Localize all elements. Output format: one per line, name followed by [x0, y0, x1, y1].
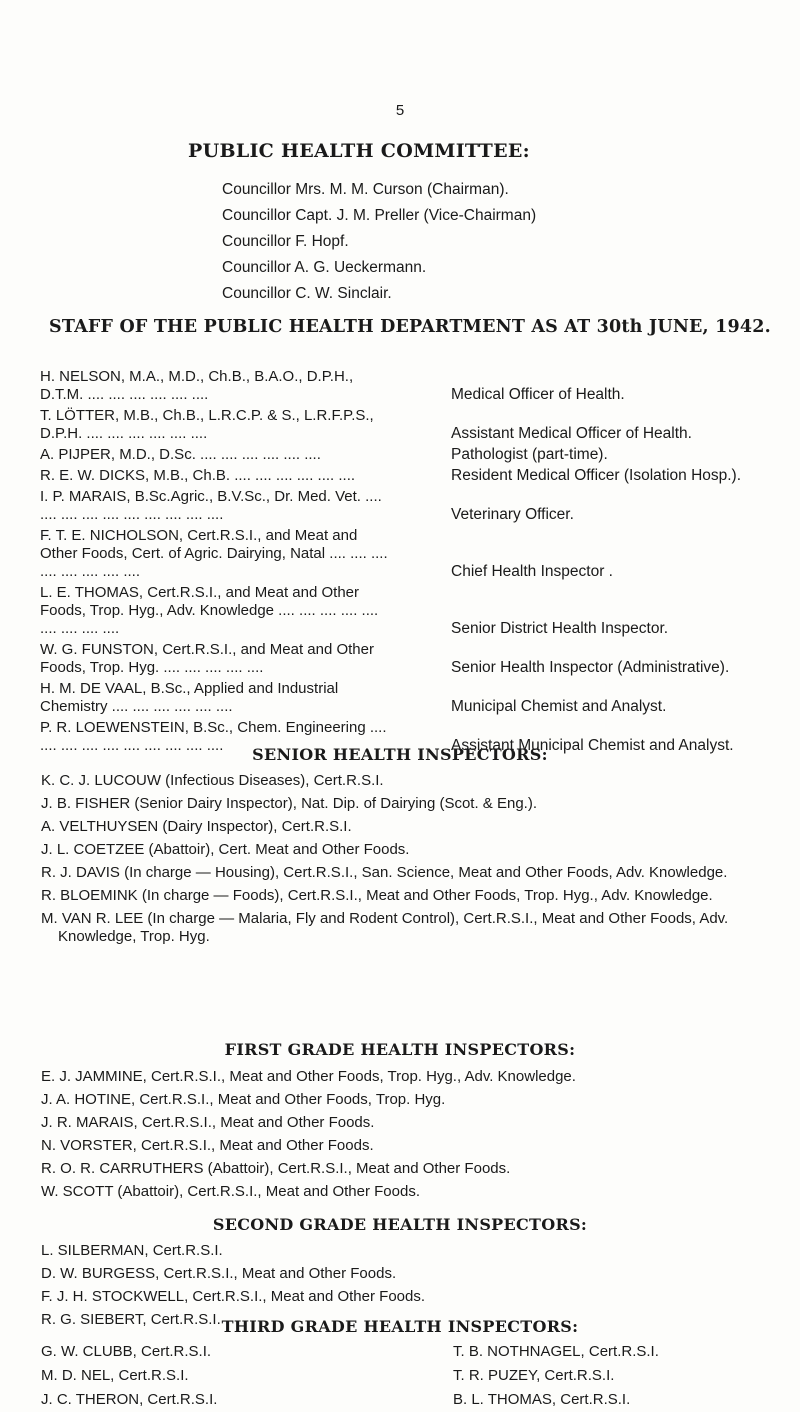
- list-item: R. O. R. CARRUTHERS (Abattoir), Cert.R.S.I., Meat and Other Foods.: [41, 1160, 511, 1177]
- staff-entry: [40, 641, 780, 677]
- staff-role: Pathologist (part-time).: [451, 446, 608, 463]
- first-grade-list: [41, 1068, 756, 1206]
- list-item: N. VORSTER, Cert.R.S.I., Meat and Other Foods.: [41, 1137, 374, 1154]
- list-item: R. J. DAVIS (In charge — Housing), Cert.R.S.I., San. Science, Meat and Other Foods, Adv. Knowledge.: [41, 864, 728, 881]
- committee-member: Councillor Capt. J. M. Preller (Vice-Chairman): [222, 207, 537, 224]
- staff-entry: [40, 446, 780, 464]
- staff-role: Assistant Municipal Chemist and Analyst.: [451, 737, 734, 754]
- staff-name: H. M. DE VAAL, B.Sc., Applied and Industrial Chemistry .... .... .... .... .... ....: [40, 680, 339, 715]
- list-item: K. C. J. LUCOUW (Infectious Diseases), Cert.R.S.I.: [41, 772, 384, 789]
- staff-role: Senior District Health Inspector.: [451, 620, 669, 637]
- staff-name: W. G. FUNSTON, Cert.R.S.I., and Meat and Other Foods, Trop. Hyg. .... .... .... .... ....: [40, 641, 374, 676]
- staff-entry: [40, 527, 780, 581]
- list-item: A. VELTHUYSEN (Dairy Inspector), Cert.R.S.I.: [41, 818, 352, 835]
- list-item: J. B. FISHER (Senior Dairy Inspector), Nat. Dip. of Dairying (Scot. & Eng.).: [41, 795, 537, 812]
- staff-name: T. LÖTTER, M.B., Ch.B., L.R.C.P. & S., L.R.F.P.S., D.P.H. .... .... .... .... .... ....: [40, 407, 374, 442]
- senior-inspectors-heading: SENIOR HEALTH INSPECTORS:: [252, 745, 548, 764]
- list-item: T. B. NOTHNAGEL, Cert.R.S.I.: [453, 1343, 659, 1360]
- staff-name: I. P. MARAIS, B.Sc.Agric., B.V.Sc., Dr. Med. Vet. .... .... .... .... .... .... .... .... .... ....: [40, 488, 382, 523]
- staff-entry: [40, 368, 780, 404]
- staff-entry: [40, 584, 780, 638]
- staff-role: Senior Health Inspector (Administrative).: [451, 659, 730, 676]
- staff-entry: [40, 407, 780, 443]
- third-grade-heading: THIRD GRADE HEALTH INSPECTORS:: [221, 1317, 579, 1336]
- staff-name: F. T. E. NICHOLSON, Cert.R.S.I., and Meat and Other Foods, Cert. of Agric. Dairying, Natal .... .... .... .... .... .... .... ....: [40, 527, 388, 580]
- staff-entry: [40, 488, 780, 524]
- senior-inspectors-list: [41, 772, 756, 951]
- page-number: 5: [395, 102, 405, 119]
- list-item: R. BLOEMINK (In charge — Foods), Cert.R.S.I., Meat and Other Foods, Trop. Hyg., Adv. Knowledge.: [41, 887, 713, 904]
- list-item: R. G. SIEBERT, Cert.R.S.I.: [41, 1311, 221, 1328]
- staff-role: Veterinary Officer.: [451, 506, 574, 523]
- staff-entry: [40, 467, 780, 485]
- committee-member: Councillor C. W. Sinclair.: [222, 285, 392, 302]
- staff-list: [40, 368, 780, 755]
- list-item: J. C. THERON, Cert.R.S.I.: [41, 1391, 218, 1408]
- list-item: M. VAN R. LEE (In charge — Malaria, Fly and Rodent Control), Cert.R.S.I., Meat and Other Foods, Adv. Knowledge, Trop. Hyg.: [41, 910, 729, 945]
- list-item: J. L. COETZEE (Abattoir), Cert. Meat and Other Foods.: [41, 841, 410, 858]
- staff-name: A. PIJPER, M.D., D.Sc. .... .... .... .... .... ....: [40, 446, 321, 463]
- staff-role: Municipal Chemist and Analyst.: [451, 698, 667, 715]
- staff-name: L. E. THOMAS, Cert.R.S.I., and Meat and Other Foods, Trop. Hyg., Adv. Knowledge .... .... .... .... .... .... .... .... ....: [40, 584, 379, 637]
- list-item: D. W. BURGESS, Cert.R.S.I., Meat and Other Foods.: [41, 1265, 397, 1282]
- list-item: M. D. NEL, Cert.R.S.I.: [41, 1367, 189, 1384]
- committee-members: [222, 177, 536, 307]
- list-item: W. SCOTT (Abattoir), Cert.R.S.I., Meat and Other Foods.: [41, 1183, 421, 1200]
- list-item: F. J. H. STOCKWELL, Cert.R.S.I., Meat and Other Foods.: [41, 1288, 426, 1305]
- list-item: L. SILBERMAN, Cert.R.S.I.: [41, 1242, 223, 1259]
- first-grade-heading: FIRST GRADE HEALTH INSPECTORS:: [224, 1040, 576, 1059]
- staff-role: Resident Medical Officer (Isolation Hosp.).: [451, 467, 742, 484]
- third-grade-left-column: [41, 1340, 217, 1412]
- committee-member: Councillor A. G. Ueckermann.: [222, 259, 427, 276]
- committee-member: Councillor F. Hopf.: [222, 233, 349, 250]
- staff-role: Chief Health Inspector .: [451, 563, 613, 580]
- list-item: J. R. MARAIS, Cert.R.S.I., Meat and Other Foods.: [41, 1114, 375, 1131]
- staff-title: STAFF OF THE PUBLIC HEALTH DEPARTMENT AS AT 30th JUNE, 1942.: [49, 317, 771, 337]
- third-grade-right-column: [453, 1340, 659, 1412]
- staff-entry: [40, 680, 780, 716]
- committee-title: PUBLIC HEALTH COMMITTEE:: [188, 140, 530, 162]
- staff-role: Assistant Medical Officer of Health.: [451, 425, 692, 442]
- staff-name: H. NELSON, M.A., M.D., Ch.B., B.A.O., D.P.H., D.T.M. .... .... .... .... .... ....: [40, 368, 354, 403]
- second-grade-heading: SECOND GRADE HEALTH INSPECTORS:: [212, 1215, 588, 1234]
- list-item: B. L. THOMAS, Cert.R.S.I.: [453, 1391, 631, 1408]
- staff-name: P. R. LOEWENSTEIN, B.Sc., Chem. Engineering .... .... .... .... .... .... .... .... .... ....: [40, 719, 387, 754]
- list-item: E. J. JAMMINE, Cert.R.S.I., Meat and Other Foods, Trop. Hyg., Adv. Knowledge.: [41, 1068, 576, 1085]
- list-item: G. W. CLUBB, Cert.R.S.I.: [41, 1343, 212, 1360]
- committee-member: Councillor Mrs. M. M. Curson (Chairman).: [222, 181, 509, 198]
- list-item: J. A. HOTINE, Cert.R.S.I., Meat and Other Foods, Trop. Hyg.: [41, 1091, 446, 1108]
- staff-name: R. E. W. DICKS, M.B., Ch.B. .... .... .... .... .... ....: [40, 467, 356, 484]
- list-item: T. R. PUZEY, Cert.R.S.I.: [453, 1367, 615, 1384]
- staff-role: Medical Officer of Health.: [451, 386, 625, 403]
